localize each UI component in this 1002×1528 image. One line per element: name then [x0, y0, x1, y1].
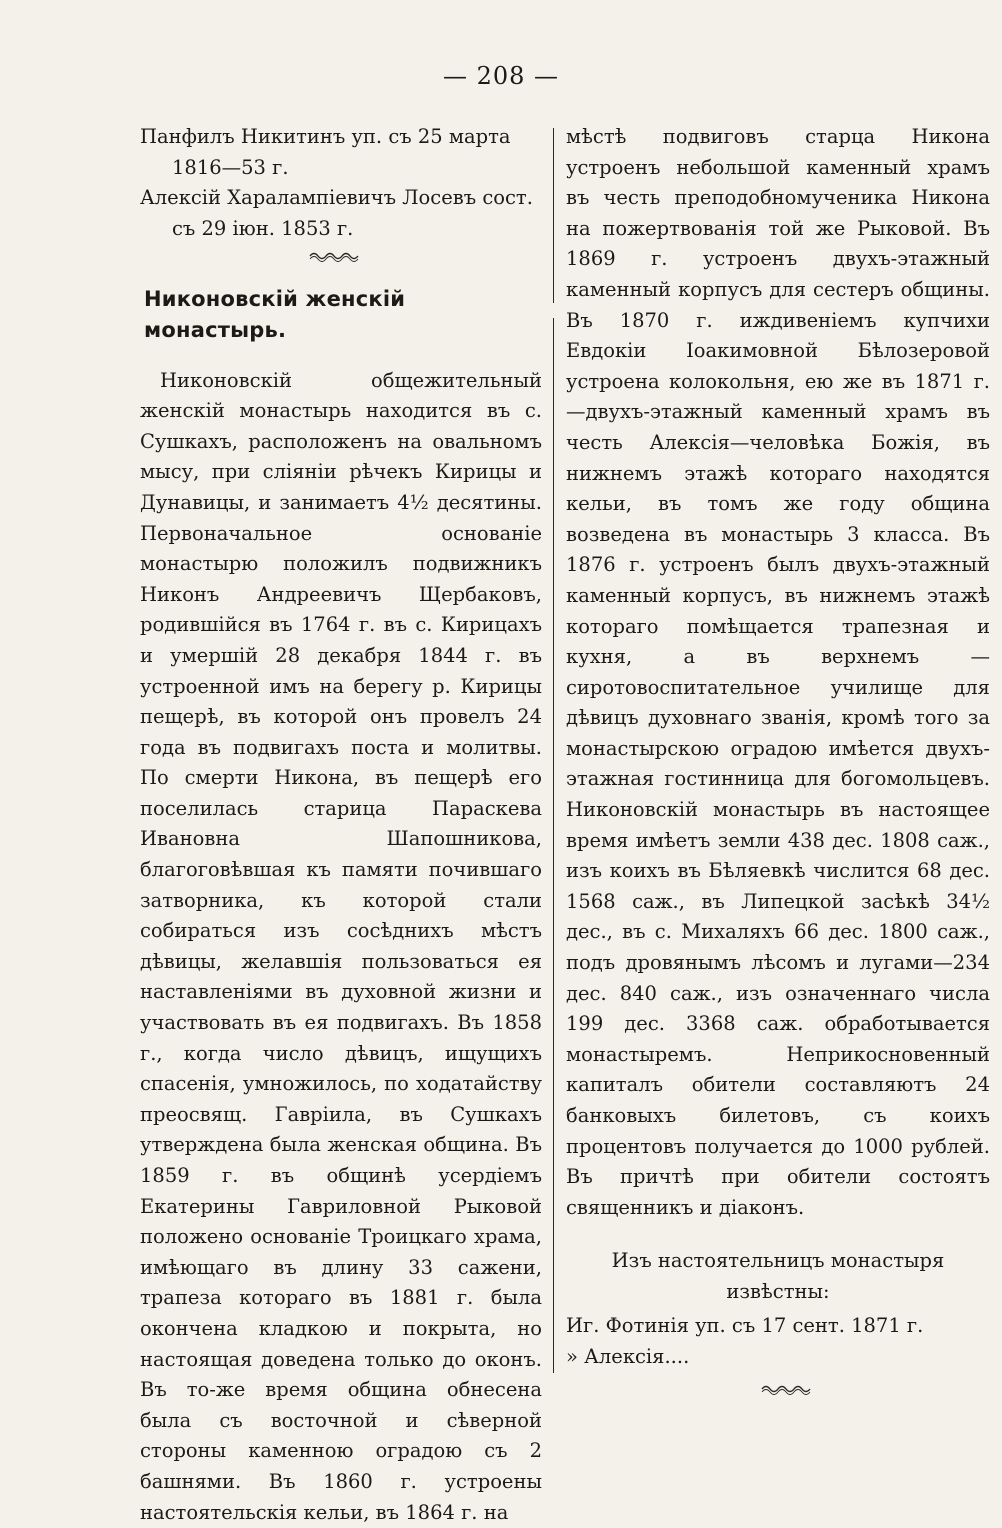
page-number: — 208 —	[442, 62, 560, 90]
list-heading: Изъ настоятельницъ монастыря извѣстны:	[611, 1249, 945, 1304]
divider-ornament	[308, 250, 360, 262]
list-item: Алексiй Харалампiевичъ Лосевъ сост. съ 29 iюн. 1853 г.	[140, 186, 533, 240]
list-item: » Алексiя....	[566, 1344, 690, 1368]
list-item: Иг. Фотинiя уп. съ 17 сент. 1871 г.	[566, 1314, 924, 1338]
section-heading: Никоновскiй женскiй монастырь.	[144, 287, 406, 342]
list-item: Панфилъ Никитинъ уп. съ 25 марта 1816—53 г.	[140, 125, 511, 179]
column-divider-top	[553, 128, 554, 303]
left-column	[140, 122, 542, 1528]
body-paragraph: мѣстѣ подвиговъ старца Никона устроенъ небольшой каменный храмъ въ честь преподобномученика Никона на пожертвованiя той же Рыковой. Въ 1869 г. устроенъ двухъ-этажный каменный корпусъ для сестеръ общины. Въ 1870 г. иждивенiемъ купчихи Евдокiи Iоакимовной Бѣлозеровой устроена колокольня, ею же въ 1871 г.—двухъ-этажный каменный храмъ въ честь Алексiя—человѣка Божiя, въ нижнемъ этажѣ котораго находятся кельи, въ томъ же году община возведена въ монастырь 3 класса. Въ 1876 г. устроенъ былъ двухъ-этажный каменный корпусъ, въ нижнемъ этажѣ котораго помѣщается трапезная и кухня, а въ верхнемъ — сиротовоспитательное училище для дѣвицъ духовнаго званiя, кромѣ того за монастырскою оградою имѣется двухъ-этажная гостинница для богомольцевъ. Никоновскiй монастырь въ настоящее время имѣетъ земли 438 дес. 1808 саж., изъ коихъ въ Бѣляевкѣ числится 68 дес. 1568 саж., въ Липецкой засѣкѣ 34½ дес., въ с. Михаляхъ 66 дес. 1800 саж., подъ дровянымъ лѣсомъ и лугами—234 дес. 840 саж., изъ означеннаго числа 199 дес. 3368 саж. обработывается монастыремъ. Неприкосновенный капиталъ обители составляютъ 24 банковыхъ билетовъ, съ коихъ процентовъ получается до 1000 рублей. Въ причтѣ при обители состоятъ священникъ и дiаконъ.	[566, 125, 990, 1219]
column-divider	[553, 318, 554, 1373]
body-paragraph: Никоновскiй общежительный женскiй монастырь находится въ с. Сушкахъ, расположенъ на овальномъ мысу, при слiянiи рѣчекъ Кирицы и Дунавицы, и занимаетъ 4½ десятины. Первоначальное основанiе монастырю положилъ подвижникъ Никонъ Андреевичъ Щербаковъ, родившiйся въ 1764 г. въ с. Кирицахъ и умершiй 28 декабря 1844 г. въ устроенной имъ на берегу р. Кирицы пещерѣ, въ которой онъ провелъ 24 года въ подвигахъ поста и молитвы. По смерти Никона, въ пещерѣ его поселилась старица Параскева Ивановна Шапошникова, благоговѣвшая къ памяти почившаго затворника, къ которой стали собираться изъ сосѣднихъ мѣстъ дѣвицы, желавшiя пользоваться ея наставленiями въ духовной жизни и участвовать въ ея подвигахъ. Въ 1858 г., когда число дѣвицъ, ищущихъ спасенiя, умножилось, по ходатайству преосвящ. Гаврiила, въ Сушкахъ утверждена была женская община. Въ 1859 г. въ общинѣ усердiемъ Екатерины Гавриловной Рыковой положено основанiе Троицкаго храма, имѣющаго въ длину 33 сажени, трапеза котораго въ 1881 г. была окончена кладкою и покрыта, но настоящая доведена только до оконъ. Въ то-же время община обнесена была съ восточной и сѣверной стороны каменною оградою съ 2 башнями. Въ 1860 г. устроены настоятельскiя кельи, въ 1864 г. на	[140, 368, 542, 1524]
right-column	[566, 122, 990, 1395]
divider-ornament	[760, 1383, 812, 1395]
